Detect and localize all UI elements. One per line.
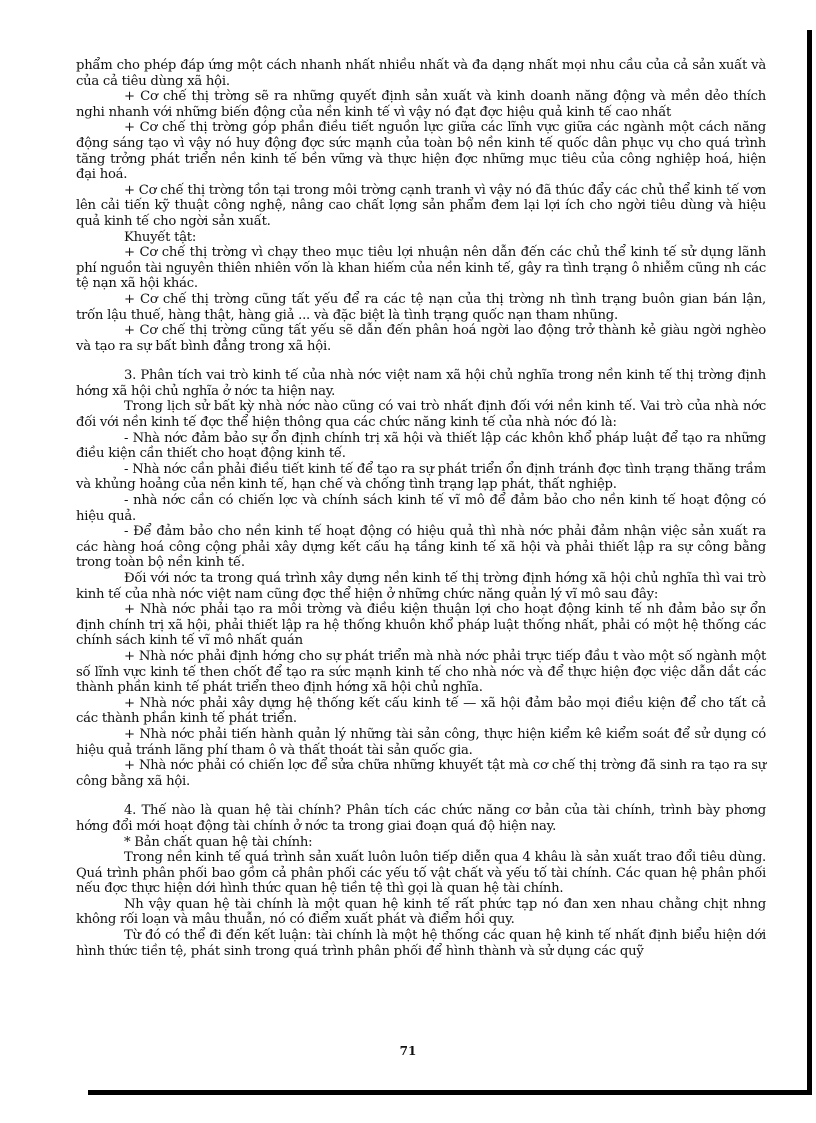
body-text bbox=[76, 58, 766, 959]
paragraph: Nh vậy quan hệ tài chính là một quan hệ kinh tế rất phức tạp nó đan xen nhau chằng chịt nhng không rối loạn và mâu thuẫn, nó có điểm xuất phát và điểm hồi quy. bbox=[76, 896, 766, 928]
paragraph: - Để đảm bảo cho nền kinh tế hoạt động có hiệu quả thì nhà nớc phải đảm nhận việc sản xuất ra các hàng hoá công cộng phải xây dựng kết cấu hạ tầng kinh tế xã hội và phải thiết lập ra sự công bằng trong toàn bộ nền kinh tế. bbox=[76, 524, 766, 571]
paragraph: + Cơ chế thị trờng cũng tất yếu sẽ dẫn đến phân hoá ngời lao động trở thành kẻ giàu ngời nghèo và tạo ra sự bất bình đẳng trong xã hội. bbox=[76, 323, 766, 354]
paragraph: + Nhà nớc phải có chiến lợc để sửa chữa những khuyết tật mà cơ chế thị trờng đã sinh ra tạo ra sự công bằng xã hội. bbox=[76, 758, 766, 789]
page-shadow-bottom bbox=[88, 1090, 812, 1095]
paragraph: + Cơ chế thị trờng cũng tất yếu để ra các tệ nạn của thị trờng nh tình trạng buôn gian bán lận, trốn lậu thuế, hàng thật, hàng giả ... và đặc biệt là tình trạng quốc nạn tham nhũng. bbox=[76, 291, 766, 323]
paragraph: 4. Thế nào là quan hệ tài chính? Phân tích các chức năng cơ bản của tài chính, trình bày phơng hớng đổi mới hoạt động tài chính ở nớc ta trong giai đoạn quá độ hiện nay. bbox=[76, 803, 766, 834]
paragraph: + Nhà nớc phải định hớng cho sự phát triển mà nhà nớc phải trực tiếp đầu t vào một số ngành một số lĩnh vực kinh tế then chốt để tạo ra sức mạnh kinh tế cho nhà nớc và để thực hiện đợc việc dẫn dắt các thành phần kinh tế phát triển theo định hớng xã hội chủ nghĩa. bbox=[76, 648, 766, 696]
paragraph: Đối với nớc ta trong quá trình xây dựng nền kinh tế thị trờng định hớng xã hội chủ nghĩa thì vai trò kinh tế của nhà nớc việt nam cũng đợc thể hiện ở những chức năng quản lý vĩ mô sau đây: bbox=[76, 571, 766, 602]
paragraph: + Cơ chế thị trờng góp phần điều tiết nguồn lực giữa các lĩnh vực giữa các ngành một cách năng động sáng tạo vì vậy nó huy động đợc sức mạnh của toàn bộ nền kinh tế quốc dân phục vụ cho quá trình tăng trởng phát triển nền kinh tế bền vững và thực hiện đợc những mục tiêu của công nghiệp hoá, hiện đại hoá. bbox=[76, 120, 766, 183]
page-shadow-right bbox=[807, 30, 812, 1095]
paragraph: phẩm cho phép đáp ứng một cách nhanh nhất nhiều nhất và đa dạng nhất mọi nhu cầu của cả sản xuất và của cả tiêu dùng xã hội. bbox=[76, 58, 766, 89]
paragraph: + Nhà nớc phải xây dựng hệ thống kết cấu kinh tế — xã hội đảm bảo mọi điều kiện để cho tất cả các thành phần kinh tế phát triển. bbox=[76, 695, 766, 727]
paragraph: - Nhà nớc đảm bảo sự ổn định chính trị xã hội và thiết lập các khôn khổ pháp luật để tạo ra những điều kiện cần thiết cho hoạt động kinh tế. bbox=[76, 430, 766, 462]
paragraph: Khuyết tật: bbox=[124, 229, 197, 245]
paragraph: + Cơ chế thị trờng vì chạy theo mục tiêu lợi nhuận nên dẫn đến các chủ thể kinh tế sử dụng lãnh phí nguồn tài nguyên thiên nhiên vốn là khan hiếm của nền kinh tế, gây ra tình trạng ô nhiễm cũng nh các tệ nạn xã hội khác. bbox=[76, 245, 766, 292]
paragraph: + Nhà nớc phải tiến hành quản lý những tài sản công, thực hiện kiểm kê kiểm soát để sử dụng có hiệu quả tránh lãng phí tham ô và thất thoát tài sản quốc gia. bbox=[76, 726, 766, 758]
paragraph: Trong lịch sử bất kỳ nhà nớc nào cũng có vai trò nhất định đối với nền kinh tế. Vai trò của nhà nớc đối với nền kinh tế đợc thể hiện thông qua các chức năng kinh tế của nhà nớc đó là: bbox=[76, 399, 766, 431]
paragraph: + Nhà nớc phải tạo ra môi trờng và điều kiện thuận lợi cho hoạt động kinh tế nh đảm bảo sự ổn định chính trị xã hội, phải thiết lập ra hệ thống khuôn khổ pháp luật thống nhất, phải có một hệ thống các chính sách kinh tế vĩ mô nhất quán bbox=[76, 602, 766, 649]
paragraph: + Cơ chế thị trờng sẽ ra những quyết định sản xuất và kinh doanh năng động và mền dẻo thích nghi nhanh với những biến động của nền kinh tế vì vậy nó đạt đợc hiệu quả kinh tế cao nhất bbox=[76, 89, 766, 120]
paragraph: Từ đó có thể đi đến kết luận: tài chính là một hệ thống các quan hệ kinh tế nhất định biểu hiện dới hình thức tiền tệ, phát sinh trong quá trình phân phối để hình thành và sử dụng các quỹ bbox=[76, 928, 766, 959]
paragraph: * Bản chất quan hệ tài chính: bbox=[124, 834, 313, 850]
page-number: 71 bbox=[399, 1044, 417, 1058]
paragraph: + Cơ chế thị trờng tồn tại trong môi trờng cạnh tranh vì vậy nó đã thúc đẩy các chủ thể kinh tế vơn lên cải tiến kỹ thuật công nghệ, nâng cao chất lợng sản phẩm đem lại lợi ích cho ngời tiêu dùng và hiệu quả kinh tế cho ngời sản xuất. bbox=[76, 182, 766, 229]
paragraph: - nhà nớc cần có chiến lợc và chính sách kinh tế vĩ mô để đảm bảo cho nền kinh tế hoạt động có hiệu quả. bbox=[76, 493, 766, 524]
paragraph: Trong nền kinh tế quá trình sản xuất luôn luôn tiếp diễn qua 4 khâu là sản xuất trao đổi tiêu dùng. Quá trình phân phối bao gồm cả phân phối các yếu tố vật chất và yếu tố tài chính. Các quan hệ phân phối nếu đợc thực hiện dới hình thức quan hệ tiền tệ thì gọi là quan hệ tài chính. bbox=[76, 850, 766, 897]
paragraph: 3. Phân tích vai trò kinh tế của nhà nớc việt nam xã hội chủ nghĩa trong nền kinh tế thị trờng định hớng xã hội chủ nghĩa ở nớc ta hiện nay. bbox=[76, 368, 766, 399]
paragraph: - Nhà nớc cần phải điều tiết kinh tế để tạo ra sự phát triển ổn định tránh đợc tình trạng thăng trầm và khủng hoảng của nền kinh tế, hạn chế và chống tình trạng lạp phát, thất nghiệp. bbox=[76, 461, 766, 493]
